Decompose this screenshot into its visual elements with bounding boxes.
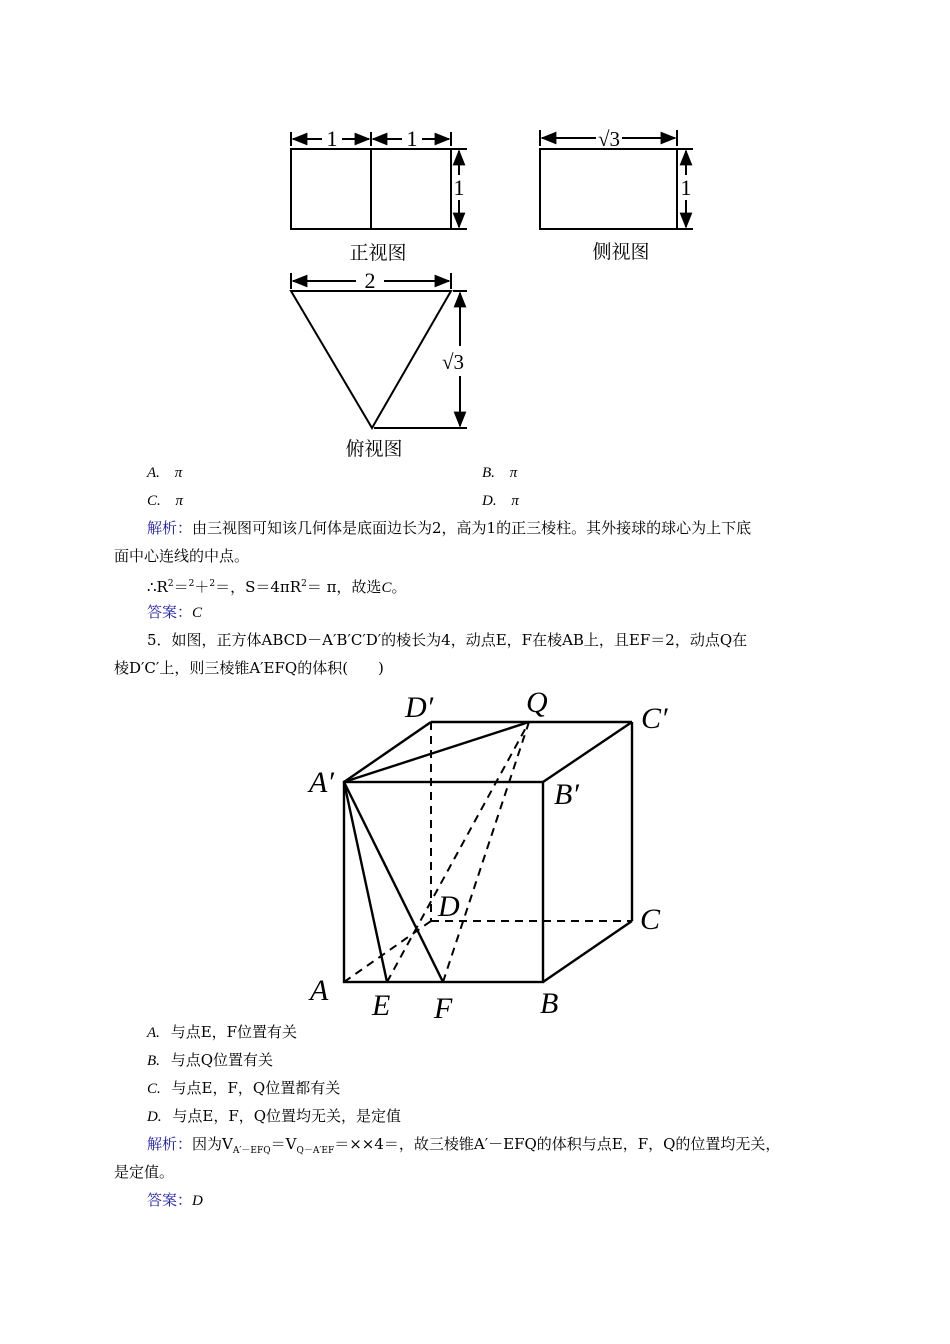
- analysis-sub: Q－A′EF: [296, 1146, 335, 1156]
- q4-option-d: [482, 490, 519, 511]
- side-dim-height: 1: [680, 175, 692, 200]
- cube-hidden-edges: [344, 722, 632, 982]
- analysis-sub: A′－EFQ: [232, 1146, 271, 1156]
- answer-value: C: [192, 605, 203, 621]
- formula-sup: 2: [209, 579, 216, 589]
- option-letter: C.: [147, 1081, 161, 1097]
- formula-sup: 2: [301, 579, 307, 589]
- q4-option-b: [482, 462, 517, 483]
- label-b: B: [540, 987, 559, 1020]
- q5-option-b: [147, 1050, 273, 1071]
- q4-formula: [147, 574, 406, 598]
- side-view-label: 侧视图: [592, 241, 650, 263]
- label-b1: B′: [554, 778, 579, 811]
- option-letter: A.: [147, 465, 160, 481]
- formula-part: ∴R: [147, 578, 168, 596]
- answer-label: 答案：: [147, 603, 193, 621]
- q4-analysis-line1: [147, 518, 751, 538]
- analysis-text-cont: 是定值。: [114, 1163, 175, 1181]
- q5-option-c: [147, 1078, 340, 1099]
- q4-answer: [147, 602, 202, 623]
- front-dim-height: 1: [453, 175, 465, 200]
- option-text: π: [511, 493, 519, 509]
- label-f: F: [434, 992, 453, 1025]
- front-view-label: 正视图: [349, 242, 407, 264]
- option-text: 与点Q位置有关: [170, 1051, 274, 1069]
- analysis-label: 解析：: [147, 519, 193, 537]
- formula-sup: 2: [167, 579, 174, 589]
- label-d: D: [438, 890, 460, 923]
- q5-analysis-line1: [147, 1134, 780, 1161]
- analysis-text-cont: 面中心连线的中点。: [114, 547, 250, 565]
- top-view-label: 俯视图: [345, 438, 403, 460]
- label-q: Q: [526, 686, 548, 719]
- label-c1: C′: [641, 702, 668, 735]
- stem-text-cont: 棱D′C′上，则三棱锥A′EFQ的体积( ): [114, 659, 384, 677]
- label-e: E: [372, 989, 391, 1022]
- q5-option-d: [147, 1106, 401, 1127]
- q4-option-a: [147, 462, 182, 483]
- option-text: π: [174, 465, 183, 481]
- formula-sup: 2: [188, 579, 195, 589]
- option-letter: D.: [147, 1109, 162, 1125]
- q5-option-a: [147, 1022, 297, 1043]
- front-view: [291, 132, 467, 229]
- answer-label: 答案：: [147, 1191, 193, 1209]
- side-dim-sqrt3: √3: [597, 127, 621, 151]
- option-letter: C.: [147, 493, 161, 509]
- label-a1: A′: [309, 766, 334, 799]
- analysis-text: 由三视图可知该几何体是底面边长为2，高为1的正三棱柱。其外接球的球心为上下底: [192, 519, 752, 537]
- analysis-part: ＝××4＝，故三棱锥A′－EFQ的体积与点E，F，Q的位置均无关，: [334, 1135, 781, 1153]
- formula-part: 。: [391, 578, 407, 596]
- formula-part: ＝ π，故选: [306, 578, 382, 596]
- option-text: π: [175, 493, 184, 509]
- option-text: 与点E，F位置有关: [170, 1023, 298, 1041]
- label-c: C: [640, 903, 661, 936]
- label-d1: D′: [405, 691, 434, 724]
- option-letter: B.: [147, 1053, 160, 1069]
- stem-text: 5．如图，正方体ABCD－A′B′C′D′的棱长为4，动点E，F在棱AB上，且EF＝2，动点Q在: [147, 631, 748, 649]
- option-letter: A.: [147, 1025, 160, 1041]
- three-view-figure: [0, 0, 950, 470]
- q4-option-c: [147, 490, 183, 511]
- top-dim-two: 2: [364, 268, 376, 293]
- analysis-label: 解析：: [147, 1135, 193, 1153]
- option-text: π: [509, 465, 518, 481]
- q4-analysis-line2: [114, 546, 249, 566]
- q5-stem-line2: [114, 658, 384, 678]
- formula-part: ＝，S＝4πR: [215, 578, 302, 596]
- label-a: A: [310, 974, 329, 1007]
- option-letter: B.: [482, 465, 495, 481]
- formula-choice: C: [381, 580, 392, 596]
- option-letter: D.: [482, 493, 497, 509]
- top-dim-sqrt3: √3: [441, 350, 465, 374]
- formula-part: ＋: [194, 578, 210, 596]
- q5-stem-line1: [147, 630, 747, 650]
- analysis-part: ＝V: [270, 1135, 297, 1153]
- cube-figure: [0, 680, 950, 1025]
- option-text: 与点E，F，Q位置均无关，是定值: [172, 1107, 402, 1125]
- analysis-part: 因为V: [192, 1135, 233, 1153]
- q5-answer: [147, 1190, 203, 1211]
- front-dim-right: 1: [406, 126, 418, 151]
- cube-solid-edges: [344, 722, 632, 982]
- q5-analysis-line2: [114, 1162, 174, 1182]
- formula-part: ＝: [173, 578, 189, 596]
- front-dim-left: 1: [326, 126, 338, 151]
- answer-value: D: [192, 1193, 203, 1209]
- top-view: [291, 273, 467, 428]
- option-text: 与点E，F，Q位置都有关: [171, 1079, 341, 1097]
